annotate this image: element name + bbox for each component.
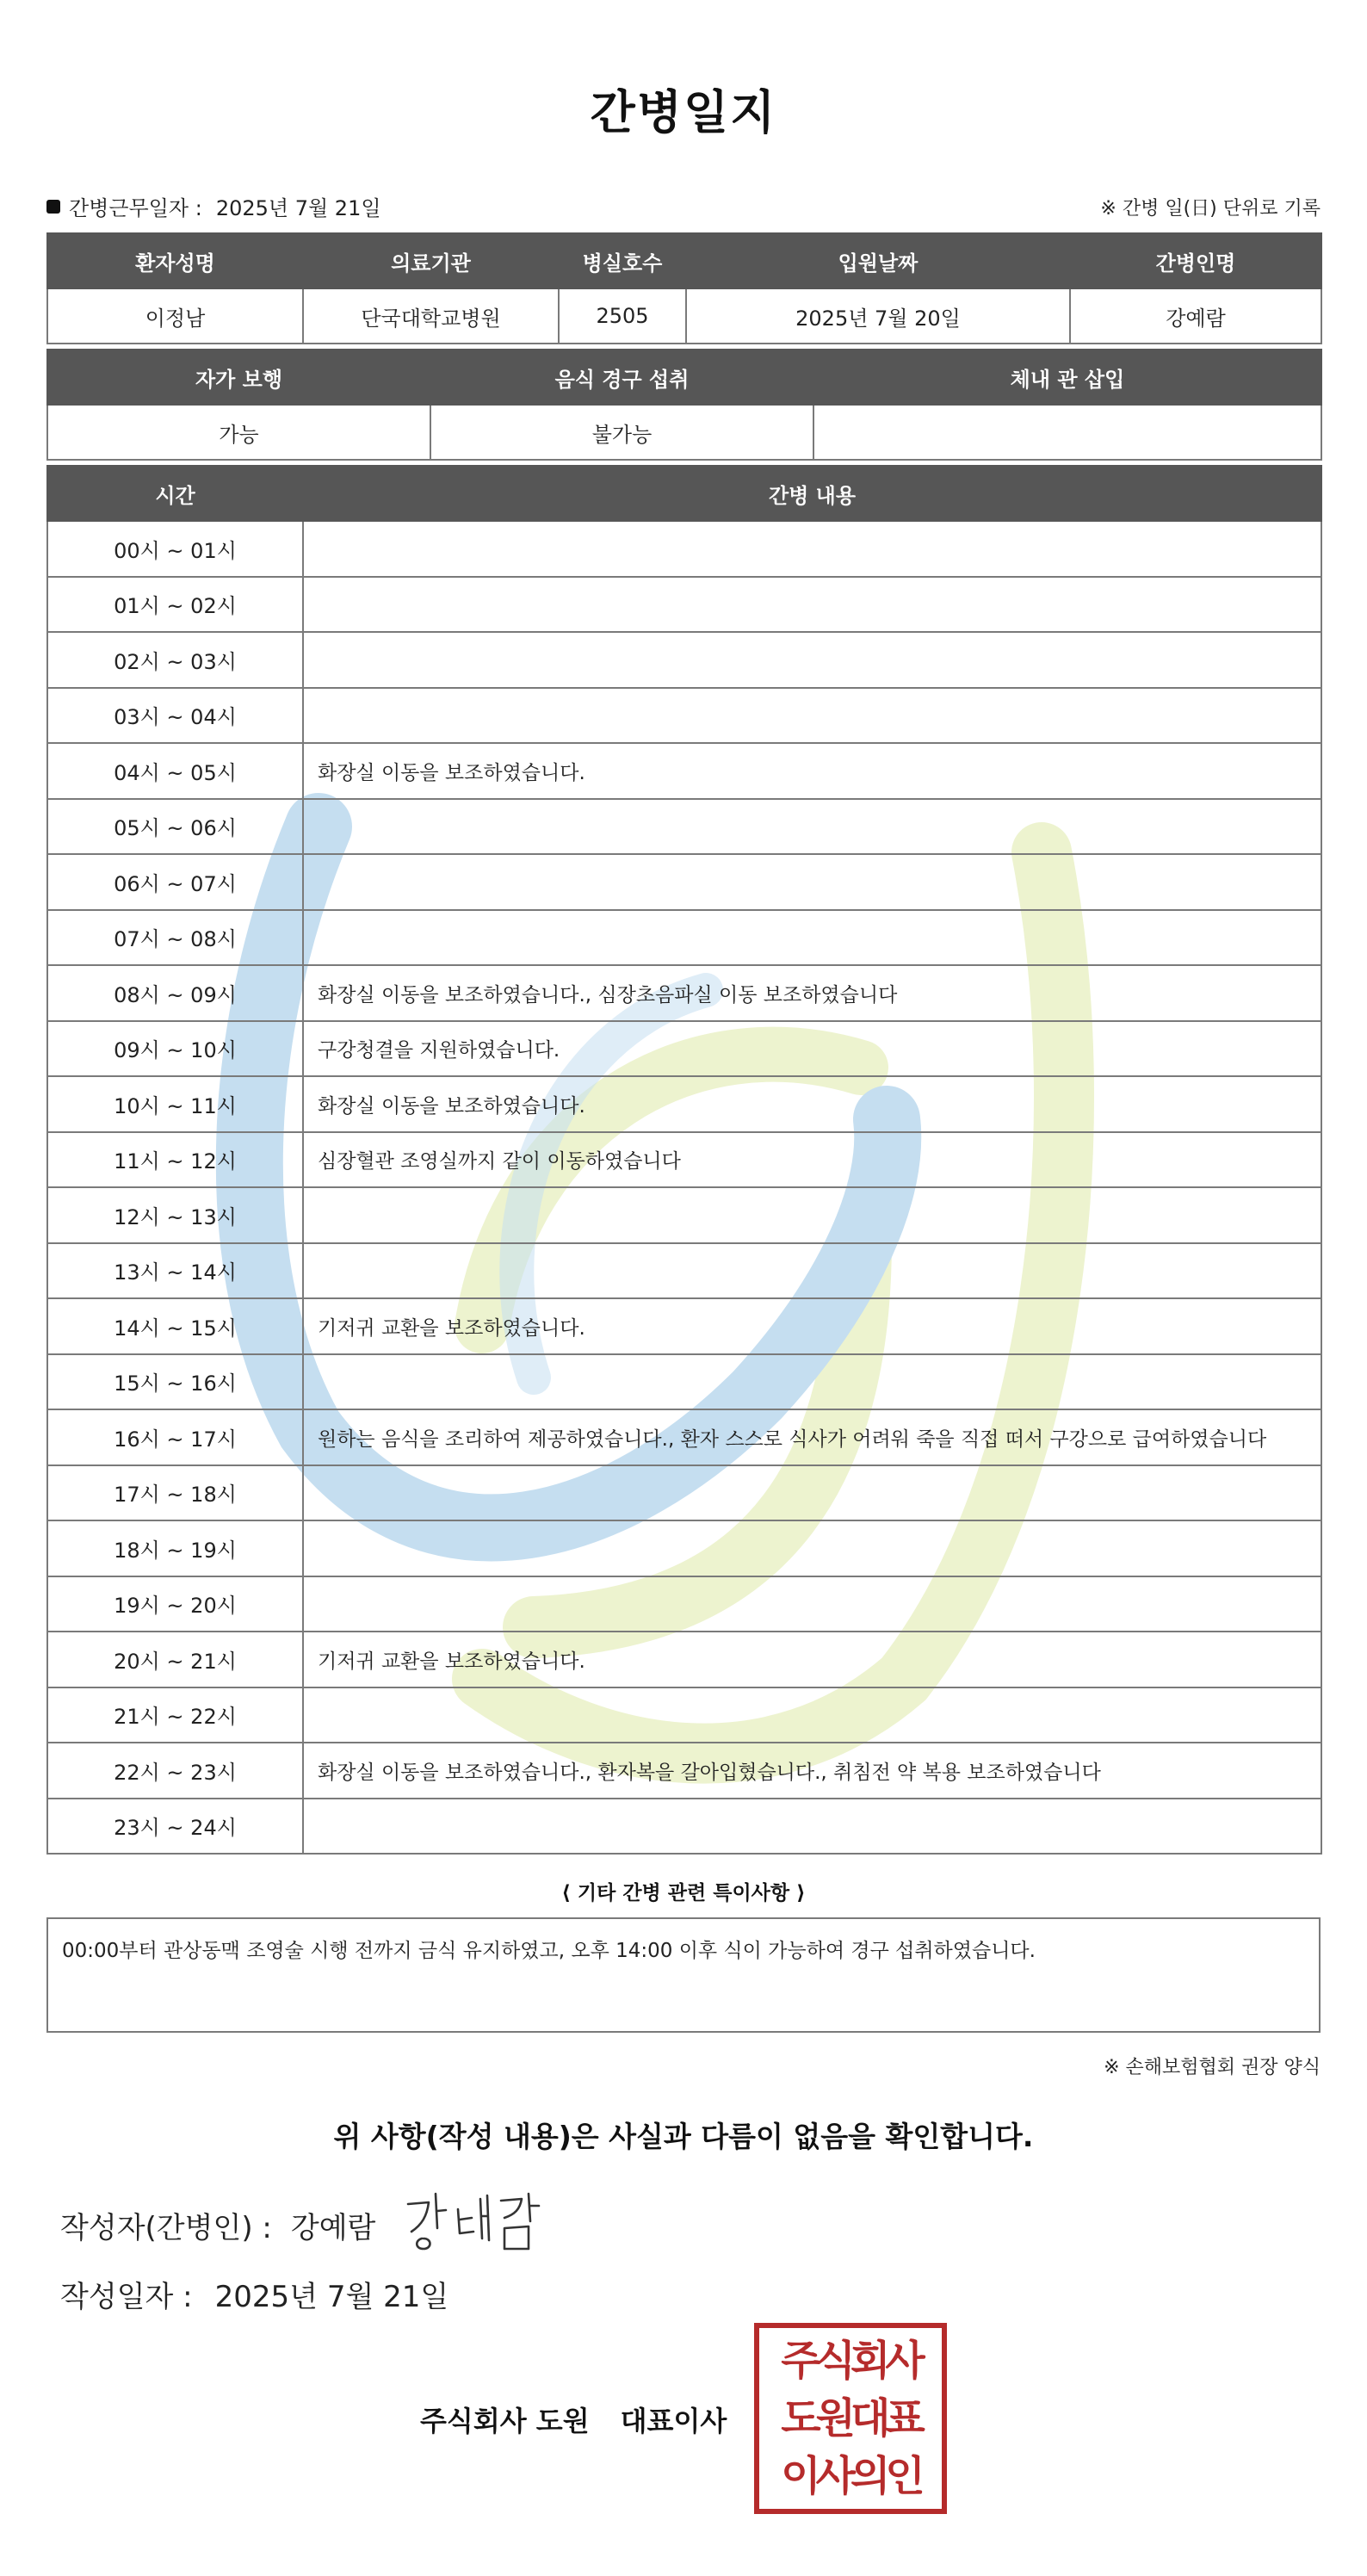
patient-info-value-row	[47, 288, 1321, 344]
writer-line	[60, 2204, 375, 2246]
status-header-row	[47, 350, 1321, 405]
care-log-content: 기저귀 교환을 보조하였습니다.	[303, 1298, 1321, 1354]
care-log-time: 18시 ~ 19시	[47, 1520, 303, 1576]
header-caregiver-name: 간병인명	[1070, 233, 1321, 288]
patient-status-table	[46, 349, 1322, 461]
seal-line-3: 이사의인	[781, 2452, 920, 2501]
care-log-row	[47, 1076, 1321, 1132]
care-log-time: 19시 ~ 20시	[47, 1576, 303, 1632]
care-log-row	[47, 1409, 1321, 1465]
care-log-table	[46, 465, 1322, 1855]
header-care-content: 간병 내용	[303, 466, 1321, 521]
care-log-time: 09시 ~ 10시	[47, 1021, 303, 1077]
care-log-row	[47, 1021, 1321, 1077]
care-log-time: 21시 ~ 22시	[47, 1687, 303, 1743]
care-log-row	[47, 1132, 1321, 1188]
company-line	[420, 2400, 727, 2439]
care-log-content: 구강청결을 지원하였습니다.	[303, 1021, 1321, 1077]
care-log-content	[303, 577, 1321, 633]
care-log-row	[47, 1576, 1321, 1632]
care-log-content	[303, 632, 1321, 688]
page-title: 간병일지	[590, 85, 777, 139]
header-hospital: 의료기관	[303, 233, 559, 288]
care-log-time: 00시 ~ 01시	[47, 521, 303, 577]
square-bullet-icon	[46, 200, 60, 214]
special-notes-box: 00:00부터 관상동맥 조영술 시행 전까지 금식 유지하였고, 오후 14:00 이후 식이 가능하여 경구 섭취하였습니다.	[46, 1917, 1321, 2033]
company-ceo-title: 대표이사	[620, 2405, 727, 2437]
care-log-content	[303, 1354, 1321, 1410]
special-notes-title: ⟨ 기타 간병 관련 특이사항 ⟩	[561, 1882, 806, 1904]
care-log-time: 20시 ~ 21시	[47, 1632, 303, 1687]
care-log-time: 15시 ~ 16시	[47, 1354, 303, 1410]
care-log-content: 화장실 이동을 보조하였습니다.	[303, 1076, 1321, 1132]
header-room-number: 병실호수	[559, 233, 686, 288]
care-log-content	[303, 799, 1321, 855]
care-log-row	[47, 632, 1321, 688]
writer-name: 강예람	[290, 2211, 376, 2245]
care-log-row	[47, 1298, 1321, 1354]
care-log-content	[303, 854, 1321, 910]
handwritten-signature	[403, 2187, 554, 2256]
care-log-time: 13시 ~ 14시	[47, 1243, 303, 1299]
hospital-name: 단국대학교병원	[303, 288, 559, 344]
work-date	[46, 191, 381, 221]
header-tube-insertion: 체내 관 삽입	[813, 350, 1321, 405]
care-log-row	[47, 965, 1321, 1021]
care-log-content	[303, 1187, 1321, 1243]
admission-date: 2025년 7월 20일	[686, 288, 1070, 344]
care-log-content	[303, 1576, 1321, 1632]
writer-label: 작성자(간병인) :	[60, 2211, 272, 2245]
care-log-time: 14시 ~ 15시	[47, 1298, 303, 1354]
care-log-time: 11시 ~ 12시	[47, 1132, 303, 1188]
company-seal-stamp	[754, 2323, 947, 2514]
write-date-line	[60, 2273, 448, 2315]
patient-info-table	[46, 232, 1322, 344]
room-number: 2505	[559, 288, 686, 344]
care-log-row	[47, 799, 1321, 855]
care-log-row	[47, 1520, 1321, 1576]
care-log-row	[47, 910, 1321, 966]
patient-info-header-row	[47, 233, 1321, 288]
status-value-row	[47, 405, 1321, 460]
care-log-content	[303, 1687, 1321, 1743]
company-name: 주식회사 도원	[420, 2405, 590, 2437]
care-log-time: 12시 ~ 13시	[47, 1187, 303, 1243]
care-log-time: 22시 ~ 23시	[47, 1743, 303, 1799]
care-log-row	[47, 1799, 1321, 1855]
care-log-row	[47, 577, 1321, 633]
care-log-content	[303, 910, 1321, 966]
confirmation-statement: 위 사항(작성 내용)은 사실과 다름이 없음을 확인합니다.	[333, 2120, 1034, 2153]
seal-line-2: 도원대표	[781, 2393, 920, 2443]
caregiver-name: 강예람	[1070, 288, 1321, 344]
care-log-time: 16시 ~ 17시	[47, 1409, 303, 1465]
care-log-row	[47, 743, 1321, 799]
care-log-time: 08시 ~ 09시	[47, 965, 303, 1021]
care-log-time: 06시 ~ 07시	[47, 854, 303, 910]
care-log-row	[47, 1465, 1321, 1521]
care-log-content	[303, 521, 1321, 577]
care-log-content: 심장혈관 조영실까지 같이 이동하였습니다	[303, 1132, 1321, 1188]
care-log-content	[303, 688, 1321, 744]
care-log-content	[303, 1799, 1321, 1855]
care-log-content	[303, 1243, 1321, 1299]
care-log-row	[47, 1743, 1321, 1799]
care-log-time: 10시 ~ 11시	[47, 1076, 303, 1132]
care-log-time: 04시 ~ 05시	[47, 743, 303, 799]
care-log-row	[47, 854, 1321, 910]
care-log-row	[47, 1243, 1321, 1299]
care-log-time: 23시 ~ 24시	[47, 1799, 303, 1855]
care-log-time: 07시 ~ 08시	[47, 910, 303, 966]
form-note: ※ 손해보험협회 권장 양식	[1104, 2057, 1321, 2078]
care-log-content: 기저귀 교환을 보조하였습니다.	[303, 1632, 1321, 1687]
care-log-time: 02시 ~ 03시	[47, 632, 303, 688]
self-walking-value: 가능	[47, 405, 430, 460]
work-date-value: 2025년 7월 21일	[215, 196, 381, 220]
care-log-time: 03시 ~ 04시	[47, 688, 303, 744]
header-self-walking: 자가 보행	[47, 350, 430, 405]
care-log-row	[47, 1354, 1321, 1410]
header-oral-intake: 음식 경구 섭취	[430, 350, 813, 405]
care-log-row	[47, 688, 1321, 744]
care-log-row	[47, 1687, 1321, 1743]
record-note: ※ 간병 일(日) 단위로 기록	[1100, 198, 1321, 220]
header-admission-date: 입원날짜	[686, 233, 1070, 288]
care-log-time: 17시 ~ 18시	[47, 1465, 303, 1521]
write-date-value: 2025년 7월 21일	[214, 2280, 449, 2314]
care-log-time: 05시 ~ 06시	[47, 799, 303, 855]
tube-insertion-value	[813, 405, 1321, 460]
care-log-content: 원하는 음식을 조리하여 제공하였습니다., 환자 스스로 식사가 어려워 죽을 직접 떠서 구강으로 급여하였습니다	[303, 1409, 1321, 1465]
work-date-label: 간병근무일자 :	[69, 196, 202, 220]
write-date-label: 작성일자 :	[60, 2280, 193, 2314]
care-log-row	[47, 521, 1321, 577]
header-patient-name: 환자성명	[47, 233, 303, 288]
patient-name: 이정남	[47, 288, 303, 344]
care-log-header-row	[47, 466, 1321, 521]
care-log-content: 화장실 이동을 보조하였습니다., 환자복을 갈아입혔습니다., 취침전 약 복용 보조하였습니다	[303, 1743, 1321, 1799]
care-log-content	[303, 1465, 1321, 1521]
care-log-row	[47, 1632, 1321, 1687]
seal-line-1: 주식회사	[781, 2336, 920, 2385]
care-log-content: 화장실 이동을 보조하였습니다., 심장초음파실 이동 보조하였습니다	[303, 965, 1321, 1021]
care-log-time: 01시 ~ 02시	[47, 577, 303, 633]
care-log-content: 화장실 이동을 보조하였습니다.	[303, 743, 1321, 799]
care-log-row	[47, 1187, 1321, 1243]
care-log-content	[303, 1520, 1321, 1576]
header-time: 시간	[47, 466, 303, 521]
oral-intake-value: 불가능	[430, 405, 813, 460]
